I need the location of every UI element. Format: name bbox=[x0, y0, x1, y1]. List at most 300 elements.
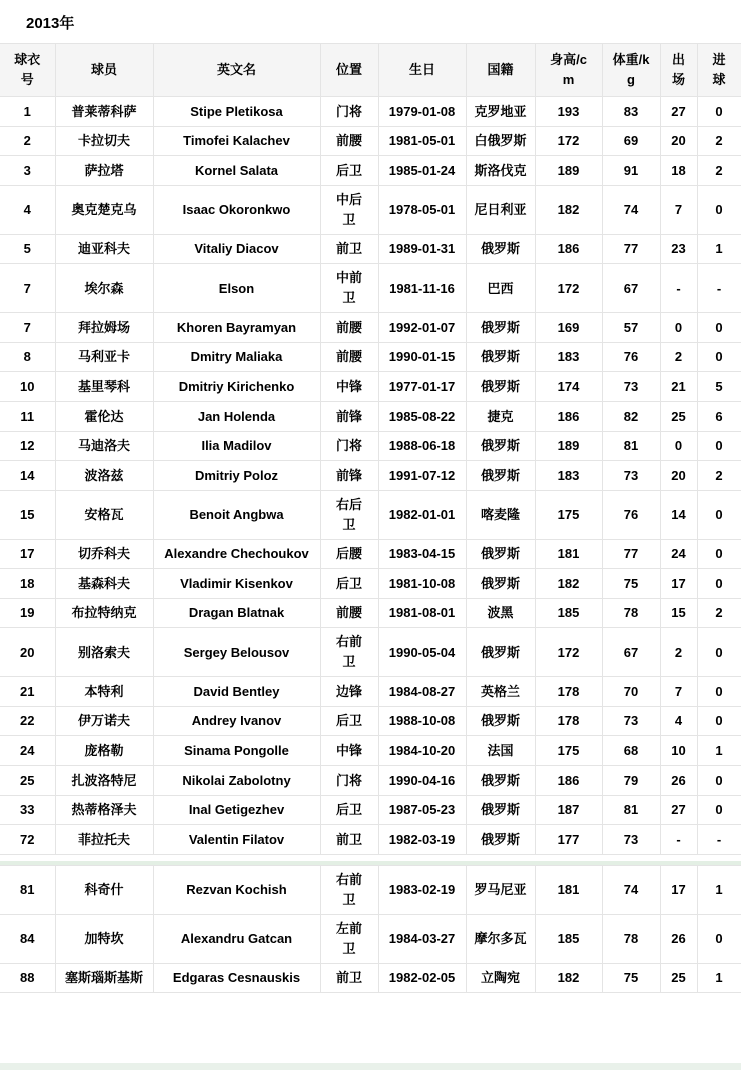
cell-goals-text: 1 bbox=[715, 881, 723, 897]
cell-appearances bbox=[660, 963, 697, 993]
cell-birthday-text: 1990-05-04 bbox=[388, 644, 456, 660]
cell-nationality-text: 巴西 bbox=[487, 280, 514, 296]
cell-nationality bbox=[466, 914, 535, 963]
cell-player-name-en-text: Dmitriy Kirichenko bbox=[178, 378, 295, 394]
cell-nationality-text: 立陶宛 bbox=[480, 970, 520, 986]
cell-jersey-number bbox=[0, 185, 55, 234]
cell-height bbox=[535, 264, 602, 313]
cell-goals-text: 2 bbox=[715, 133, 723, 149]
cell-weight bbox=[602, 156, 660, 186]
cell-birthday-text: 1990-01-15 bbox=[388, 349, 456, 365]
cell-nationality-text: 俄罗斯 bbox=[480, 319, 520, 335]
column-header-label: 英文名 bbox=[216, 62, 256, 78]
cell-player-name-en-text: Jan Holenda bbox=[197, 408, 276, 424]
cell-birthday bbox=[378, 401, 466, 431]
cell-birthday-text: 1983-02-19 bbox=[388, 881, 456, 897]
cell-height bbox=[535, 677, 602, 707]
cell-height-text: 182 bbox=[557, 201, 580, 217]
cell-birthday bbox=[378, 766, 466, 796]
cell-player-name-en-text: Rezvan Kochish bbox=[186, 881, 287, 897]
cell-appearances-text: 21 bbox=[671, 378, 686, 394]
cell-jersey-number bbox=[0, 97, 55, 127]
cell-player-name-cn bbox=[55, 342, 153, 372]
cell-weight bbox=[602, 461, 660, 491]
cell-nationality bbox=[466, 461, 535, 491]
cell-height bbox=[535, 372, 602, 402]
cell-player-name-en-text: Valentin Filatov bbox=[188, 831, 285, 847]
cell-jersey-number bbox=[0, 628, 55, 677]
cell-jersey-number-text: 21 bbox=[20, 683, 35, 699]
cell-goals-text: 0 bbox=[715, 930, 723, 946]
cell-player-name-en bbox=[153, 401, 320, 431]
cell-weight bbox=[602, 97, 660, 127]
cell-birthday-text: 1985-08-22 bbox=[388, 408, 456, 424]
cell-nationality-text: 俄罗斯 bbox=[480, 349, 520, 365]
cell-player-name-en-text: Dragan Blatnak bbox=[188, 605, 285, 621]
cell-appearances bbox=[660, 706, 697, 736]
cell-position bbox=[320, 234, 378, 264]
cell-appearances bbox=[660, 401, 697, 431]
cell-player-name-cn bbox=[55, 569, 153, 599]
cell-goals bbox=[697, 372, 741, 402]
cell-weight bbox=[602, 963, 660, 993]
table-row bbox=[0, 569, 741, 599]
cell-appearances bbox=[660, 372, 697, 402]
cell-nationality bbox=[466, 342, 535, 372]
cell-player-name-en-text: Kornel Salata bbox=[194, 162, 279, 178]
cell-position bbox=[320, 490, 378, 539]
cell-appearances bbox=[660, 628, 697, 677]
cell-height bbox=[535, 766, 602, 796]
table-row bbox=[0, 865, 741, 914]
cell-height-text: 186 bbox=[557, 772, 580, 788]
cell-player-name-en bbox=[153, 461, 320, 491]
cell-position-text: 中前卫 bbox=[335, 270, 362, 306]
cell-position-text: 前锋 bbox=[335, 408, 362, 424]
cell-weight bbox=[602, 706, 660, 736]
cell-jersey-number-text: 17 bbox=[20, 546, 35, 562]
cell-player-name-cn bbox=[55, 677, 153, 707]
cell-height-text: 172 bbox=[557, 133, 580, 149]
cell-nationality-text: 俄罗斯 bbox=[480, 772, 520, 788]
cell-nationality bbox=[466, 431, 535, 461]
cell-goals-text: 0 bbox=[715, 772, 723, 788]
cell-jersey-number bbox=[0, 865, 55, 914]
cell-jersey-number bbox=[0, 706, 55, 736]
cell-weight bbox=[602, 677, 660, 707]
cell-nationality-text: 俄罗斯 bbox=[480, 713, 520, 729]
cell-weight bbox=[602, 431, 660, 461]
cell-goals-text: 0 bbox=[715, 575, 723, 591]
cell-weight bbox=[602, 490, 660, 539]
cell-position-text: 前卫 bbox=[335, 831, 362, 847]
cell-position-text: 前腰 bbox=[335, 605, 362, 621]
cell-player-name-cn bbox=[55, 490, 153, 539]
cell-weight-text: 57 bbox=[623, 319, 639, 335]
cell-position-text: 中后卫 bbox=[335, 191, 362, 227]
cell-height-text: 175 bbox=[557, 506, 580, 522]
cell-appearances-text: 7 bbox=[674, 201, 683, 217]
cell-goals-text: 2 bbox=[715, 162, 723, 178]
cell-goals-text: 0 bbox=[715, 319, 723, 335]
cell-weight bbox=[602, 126, 660, 156]
cell-appearances-text: 2 bbox=[674, 644, 683, 660]
cell-weight bbox=[602, 313, 660, 343]
cell-player-name-cn bbox=[55, 97, 153, 127]
cell-goals bbox=[697, 156, 741, 186]
cell-weight-text: 82 bbox=[623, 408, 639, 424]
cell-height-text: 186 bbox=[557, 241, 580, 257]
table-row bbox=[0, 126, 741, 156]
cell-player-name-en-text: Nikolai Zabolotny bbox=[182, 772, 291, 788]
cell-goals-text: 0 bbox=[715, 438, 723, 454]
cell-height bbox=[535, 342, 602, 372]
cell-jersey-number-text: 88 bbox=[20, 970, 35, 986]
cell-nationality-text: 摩尔多瓦 bbox=[474, 930, 527, 946]
cell-birthday bbox=[378, 126, 466, 156]
cell-goals-text: 0 bbox=[715, 506, 723, 522]
cell-position bbox=[320, 461, 378, 491]
cell-nationality-text: 俄罗斯 bbox=[480, 438, 520, 454]
cell-appearances-text: 23 bbox=[671, 241, 686, 257]
cell-player-name-en-text: Stipe Pletikosa bbox=[190, 103, 283, 119]
column-header bbox=[660, 44, 697, 97]
cell-goals bbox=[697, 431, 741, 461]
cell-nationality bbox=[466, 372, 535, 402]
cell-height-text: 174 bbox=[557, 378, 580, 394]
cell-nationality bbox=[466, 766, 535, 796]
cell-player-name-en-text: Khoren Bayramyan bbox=[176, 319, 297, 335]
cell-height bbox=[535, 569, 602, 599]
cell-height-text: 189 bbox=[557, 438, 580, 454]
cell-nationality-text: 波黑 bbox=[487, 605, 514, 621]
cell-goals bbox=[697, 706, 741, 736]
cell-height-text: 186 bbox=[557, 408, 580, 424]
cell-weight-text: 74 bbox=[623, 201, 639, 217]
table-row bbox=[0, 598, 741, 628]
column-header-label: 球员 bbox=[90, 62, 117, 78]
cell-player-name-cn-text: 加特坎 bbox=[84, 930, 124, 946]
cell-player-name-en bbox=[153, 914, 320, 963]
cell-birthday-text: 1979-01-08 bbox=[388, 103, 456, 119]
table-row bbox=[0, 313, 741, 343]
cell-weight-text: 73 bbox=[623, 378, 639, 394]
cell-appearances-text: 24 bbox=[671, 546, 686, 562]
cell-nationality-text: 喀麦隆 bbox=[480, 506, 520, 522]
cell-height bbox=[535, 598, 602, 628]
cell-goals bbox=[697, 795, 741, 825]
cell-height bbox=[535, 539, 602, 569]
cell-weight bbox=[602, 234, 660, 264]
cell-appearances-text: 25 bbox=[671, 970, 686, 986]
cell-position bbox=[320, 97, 378, 127]
cell-player-name-en bbox=[153, 372, 320, 402]
cell-height bbox=[535, 234, 602, 264]
cell-appearances bbox=[660, 185, 697, 234]
cell-player-name-cn-text: 安格瓦 bbox=[84, 506, 124, 522]
cell-player-name-cn-text: 基里琴科 bbox=[77, 378, 130, 394]
cell-goals-text: 0 bbox=[715, 546, 723, 562]
bottom-bar bbox=[0, 1063, 741, 1070]
cell-position bbox=[320, 401, 378, 431]
table-row bbox=[0, 431, 741, 461]
cell-goals bbox=[697, 342, 741, 372]
cell-jersey-number bbox=[0, 795, 55, 825]
cell-weight-text: 81 bbox=[623, 802, 639, 818]
cell-position bbox=[320, 598, 378, 628]
cell-position bbox=[320, 372, 378, 402]
cell-height bbox=[535, 401, 602, 431]
cell-jersey-number bbox=[0, 569, 55, 599]
cell-position bbox=[320, 795, 378, 825]
cell-nationality-text: 斯洛伐克 bbox=[474, 162, 527, 178]
cell-nationality bbox=[466, 156, 535, 186]
cell-position bbox=[320, 313, 378, 343]
cell-height bbox=[535, 706, 602, 736]
cell-appearances-text: 20 bbox=[671, 467, 686, 483]
cell-height bbox=[535, 825, 602, 855]
cell-player-name-en-text: Timofei Kalachev bbox=[183, 133, 290, 149]
cell-position-text: 右前卫 bbox=[335, 871, 362, 907]
cell-jersey-number bbox=[0, 598, 55, 628]
cell-height-text: 185 bbox=[557, 605, 580, 621]
cell-weight bbox=[602, 736, 660, 766]
cell-goals bbox=[697, 401, 741, 431]
cell-weight-text: 67 bbox=[623, 280, 639, 296]
cell-position bbox=[320, 628, 378, 677]
cell-birthday bbox=[378, 569, 466, 599]
cell-appearances-text: 25 bbox=[671, 408, 686, 424]
cell-jersey-number bbox=[0, 490, 55, 539]
cell-goals bbox=[697, 461, 741, 491]
column-header bbox=[697, 44, 741, 97]
cell-player-name-cn bbox=[55, 372, 153, 402]
cell-position bbox=[320, 126, 378, 156]
table-row bbox=[0, 795, 741, 825]
cell-position-text: 边锋 bbox=[335, 683, 362, 699]
cell-weight bbox=[602, 401, 660, 431]
column-header-label: 生日 bbox=[408, 62, 435, 78]
cell-player-name-cn-text: 本特利 bbox=[84, 683, 124, 699]
cell-birthday-text: 1981-10-08 bbox=[388, 575, 456, 591]
cell-birthday bbox=[378, 865, 466, 914]
cell-nationality bbox=[466, 825, 535, 855]
cell-jersey-number-text: 18 bbox=[20, 575, 35, 591]
cell-player-name-en-text: Benoit Angbwa bbox=[189, 506, 284, 522]
cell-goals-text: 6 bbox=[715, 408, 723, 424]
cell-player-name-en-text: Vladimir Kisenkov bbox=[180, 575, 293, 591]
cell-nationality bbox=[466, 490, 535, 539]
cell-position bbox=[320, 569, 378, 599]
table-row bbox=[0, 264, 741, 313]
cell-position bbox=[320, 706, 378, 736]
cell-appearances-text: 27 bbox=[671, 802, 686, 818]
cell-player-name-en bbox=[153, 677, 320, 707]
cell-weight-text: 67 bbox=[623, 644, 639, 660]
cell-jersey-number-text: 24 bbox=[20, 743, 35, 758]
cell-goals bbox=[697, 677, 741, 707]
roster-table-continued bbox=[0, 865, 741, 994]
cell-jersey-number-text: 81 bbox=[20, 881, 35, 897]
cell-appearances bbox=[660, 914, 697, 963]
column-header-label: 位置 bbox=[335, 62, 362, 78]
cell-birthday-text: 1982-01-01 bbox=[388, 506, 456, 522]
cell-height-text: 182 bbox=[557, 970, 580, 986]
cell-birthday bbox=[378, 185, 466, 234]
cell-weight-text: 78 bbox=[623, 930, 639, 946]
cell-position-text: 中锋 bbox=[335, 743, 362, 758]
cell-appearances-text: 27 bbox=[671, 103, 686, 119]
cell-player-name-en bbox=[153, 598, 320, 628]
cell-jersey-number-text: 10 bbox=[20, 378, 35, 394]
cell-player-name-en bbox=[153, 963, 320, 993]
cell-position bbox=[320, 342, 378, 372]
cell-height-text: 172 bbox=[557, 644, 580, 660]
cell-player-name-en bbox=[153, 766, 320, 796]
column-header bbox=[466, 44, 535, 97]
column-header-label: 体重/kg bbox=[612, 52, 650, 87]
cell-appearances bbox=[660, 264, 697, 313]
cell-jersey-number bbox=[0, 126, 55, 156]
cell-goals bbox=[697, 914, 741, 963]
cell-player-name-cn-text: 热蒂格泽夫 bbox=[71, 802, 137, 818]
cell-nationality bbox=[466, 401, 535, 431]
cell-player-name-en bbox=[153, 539, 320, 569]
cell-weight-text: 77 bbox=[623, 241, 639, 257]
cell-player-name-cn-text: 菲拉托夫 bbox=[77, 831, 130, 847]
cell-goals bbox=[697, 963, 741, 993]
cell-weight-text: 68 bbox=[623, 743, 639, 758]
cell-jersey-number bbox=[0, 264, 55, 313]
cell-birthday bbox=[378, 156, 466, 186]
cell-position-text: 前锋 bbox=[335, 467, 362, 483]
cell-nationality-text: 俄罗斯 bbox=[480, 831, 520, 847]
cell-jersey-number bbox=[0, 914, 55, 963]
cell-nationality-text: 尼日利亚 bbox=[474, 201, 527, 217]
cell-birthday-text: 1989-01-31 bbox=[388, 241, 456, 257]
cell-player-name-en bbox=[153, 431, 320, 461]
cell-goals-text: 1 bbox=[715, 241, 723, 257]
cell-appearances bbox=[660, 539, 697, 569]
cell-height bbox=[535, 313, 602, 343]
cell-nationality bbox=[466, 628, 535, 677]
cell-player-name-cn bbox=[55, 185, 153, 234]
cell-goals-text: - bbox=[716, 280, 722, 296]
cell-player-name-cn bbox=[55, 313, 153, 343]
cell-player-name-cn-text: 塞斯瑙斯基斯 bbox=[64, 970, 143, 986]
cell-height bbox=[535, 963, 602, 993]
cell-height-text: 185 bbox=[557, 930, 580, 946]
cell-weight bbox=[602, 865, 660, 914]
cell-height bbox=[535, 914, 602, 963]
cell-position-text: 中锋 bbox=[335, 378, 362, 394]
cell-height-text: 187 bbox=[557, 802, 580, 818]
cell-birthday-text: 1982-02-05 bbox=[388, 970, 456, 986]
cell-birthday bbox=[378, 963, 466, 993]
cell-player-name-cn bbox=[55, 264, 153, 313]
cell-jersey-number bbox=[0, 461, 55, 491]
cell-player-name-cn-text: 波洛兹 bbox=[84, 467, 124, 483]
cell-goals-text: 0 bbox=[715, 683, 723, 699]
roster-body-continued bbox=[0, 865, 741, 993]
cell-height bbox=[535, 490, 602, 539]
cell-height-text: 172 bbox=[557, 280, 580, 296]
cell-player-name-cn-text: 扎波洛特尼 bbox=[71, 772, 137, 788]
cell-height bbox=[535, 156, 602, 186]
cell-weight-text: 75 bbox=[623, 970, 639, 986]
cell-position-text: 前腰 bbox=[335, 133, 362, 149]
cell-nationality-text: 俄罗斯 bbox=[480, 467, 520, 483]
cell-player-name-en bbox=[153, 156, 320, 186]
cell-birthday bbox=[378, 628, 466, 677]
column-header-label: 进球 bbox=[712, 52, 726, 87]
cell-goals-text: - bbox=[716, 831, 722, 847]
cell-appearances bbox=[660, 569, 697, 599]
cell-nationality bbox=[466, 313, 535, 343]
cell-height-text: 181 bbox=[557, 546, 580, 562]
cell-goals bbox=[697, 736, 741, 766]
cell-appearances-text: 10 bbox=[671, 743, 686, 758]
cell-weight bbox=[602, 185, 660, 234]
cell-jersey-number-text: 5 bbox=[23, 241, 31, 257]
cell-appearances-text: 0 bbox=[674, 438, 683, 454]
cell-weight-text: 69 bbox=[623, 133, 639, 149]
cell-jersey-number bbox=[0, 342, 55, 372]
cell-player-name-en-text: Alexandru Gatcan bbox=[180, 930, 293, 946]
column-header-label: 身高/cm bbox=[550, 52, 587, 87]
cell-player-name-en bbox=[153, 342, 320, 372]
cell-player-name-cn bbox=[55, 539, 153, 569]
cell-jersey-number-text: 33 bbox=[20, 802, 35, 818]
table-row bbox=[0, 677, 741, 707]
cell-jersey-number-text: 4 bbox=[23, 201, 31, 217]
cell-appearances bbox=[660, 313, 697, 343]
cell-player-name-cn-text: 迪亚科夫 bbox=[77, 241, 130, 257]
table-row bbox=[0, 372, 741, 402]
cell-birthday bbox=[378, 461, 466, 491]
cell-jersey-number-text: 72 bbox=[20, 831, 35, 847]
cell-birthday-text: 1981-08-01 bbox=[388, 605, 456, 621]
cell-position bbox=[320, 825, 378, 855]
cell-birthday bbox=[378, 97, 466, 127]
cell-position bbox=[320, 677, 378, 707]
column-header bbox=[55, 44, 153, 97]
cell-height-text: 177 bbox=[557, 831, 580, 847]
cell-player-name-cn bbox=[55, 736, 153, 766]
cell-appearances-text: 15 bbox=[671, 605, 686, 621]
cell-player-name-cn-text: 切乔科夫 bbox=[77, 546, 130, 562]
column-header bbox=[153, 44, 320, 97]
cell-height bbox=[535, 431, 602, 461]
cell-player-name-cn bbox=[55, 598, 153, 628]
cell-player-name-cn-text: 奥克楚克乌 bbox=[71, 201, 137, 217]
cell-nationality-text: 俄罗斯 bbox=[480, 575, 520, 591]
cell-player-name-en-text: Vitaliy Diacov bbox=[194, 241, 279, 257]
cell-nationality bbox=[466, 963, 535, 993]
cell-birthday-text: 1984-03-27 bbox=[388, 930, 456, 946]
cell-player-name-en-text: Isaac Okoronkwo bbox=[182, 201, 291, 217]
cell-appearances bbox=[660, 431, 697, 461]
cell-goals-text: 1 bbox=[715, 970, 723, 986]
column-header-label: 国籍 bbox=[487, 62, 514, 78]
cell-nationality bbox=[466, 706, 535, 736]
cell-player-name-cn-text: 拜拉姆场 bbox=[77, 319, 130, 335]
cell-appearances bbox=[660, 234, 697, 264]
table-row bbox=[0, 97, 741, 127]
cell-position bbox=[320, 766, 378, 796]
cell-player-name-cn-text: 霍伦达 bbox=[84, 408, 124, 424]
cell-appearances bbox=[660, 766, 697, 796]
